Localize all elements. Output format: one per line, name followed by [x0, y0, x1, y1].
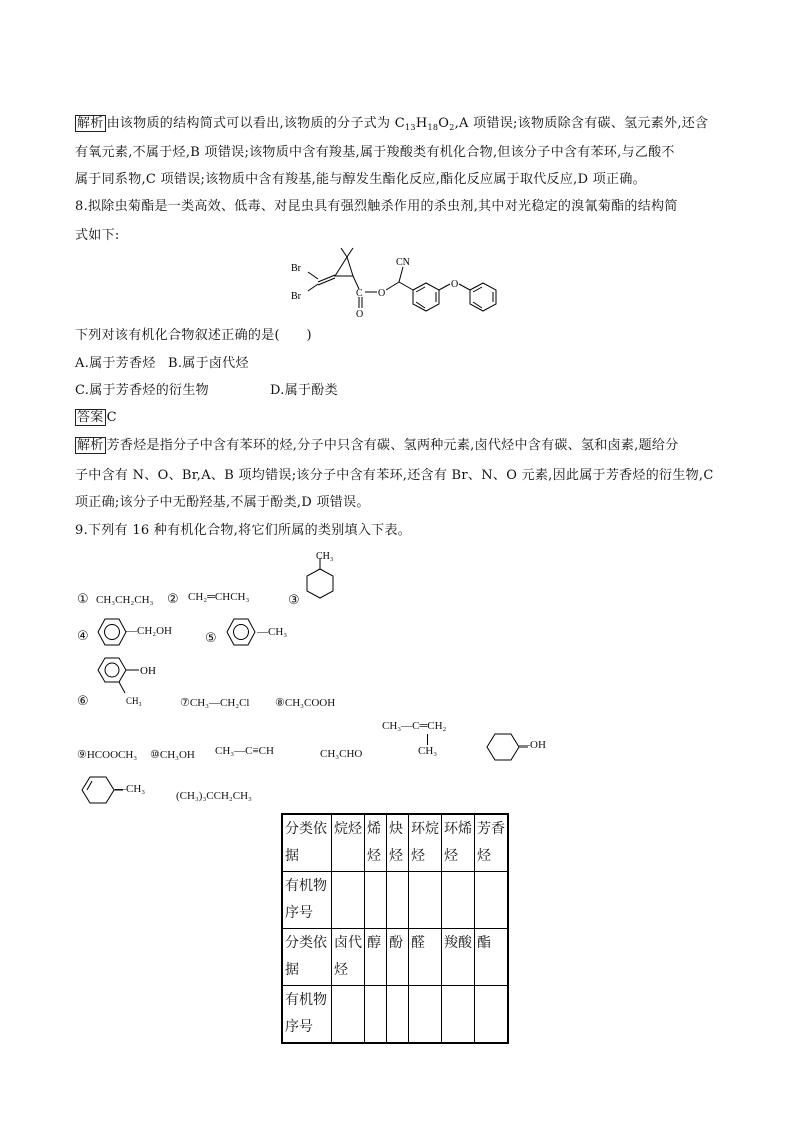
compound-number: ② [167, 592, 179, 607]
deltamethrin-structure [285, 245, 515, 325]
table-cell: 分类依据 [282, 929, 332, 986]
table-cell[interactable] [475, 986, 509, 1044]
compound-number: ③ [288, 593, 300, 608]
analysis-8-line-1: 解析 芳香烃是指分子中含有苯环的烃,分子中只含有碳、氢两种元素,卤代烃中含有碳、氢和卤素,题给分 [77, 438, 679, 453]
option-c: C.属于芳香烃的衍生物 [75, 383, 209, 398]
oxygen-atom: O [378, 288, 386, 299]
question-8-line-2: 式如下: [75, 228, 120, 243]
table-cell: 环烷烃 [409, 814, 442, 872]
methylcyclohexane-structure [300, 548, 350, 608]
table-cell[interactable] [387, 986, 409, 1044]
analysis-7-line-3: 属于同系物,C 项错误;该物质中含有羧基,能与醇发生酯化反应,酯化反应属于取代反应,D 项正确。 [75, 172, 646, 187]
question-9-title: 9.下列有 16 种有机化合物,将它们所属的类别填入下表。 [75, 523, 412, 538]
table-cell: 烷烃 [332, 814, 365, 872]
compound-13-top: CH₃—C═CH₂ [382, 720, 447, 732]
cn-group: CN [396, 257, 410, 268]
classification-table [281, 813, 509, 1044]
table-cell: 醇 [365, 929, 387, 986]
compound-16: (CH₃)₃CCH₂CH₃ [176, 790, 252, 802]
table-cell[interactable] [442, 872, 475, 929]
compound-11: CH₃—C≡CH [215, 745, 274, 757]
table-cell: 环烯烃 [442, 814, 475, 872]
table-cell: 有机物序号 [282, 986, 332, 1044]
table-cell: 卤代烃 [332, 929, 365, 986]
table-row [282, 986, 508, 1044]
option-d: D.属于酚类 [270, 383, 338, 398]
table-cell[interactable] [365, 872, 387, 929]
table-cell: 酯 [475, 929, 509, 986]
option-b: B.属于卤代烃 [168, 356, 249, 371]
table-cell: 炔烃 [387, 814, 409, 872]
table-cell[interactable] [365, 986, 387, 1044]
table-cell[interactable] [409, 986, 442, 1044]
compound-7: ⑦CH₃—CH₂Cl [180, 697, 250, 709]
table-cell[interactable] [332, 986, 365, 1044]
table-cell[interactable] [442, 986, 475, 1044]
compound-2: CH₂═CHCH₃ [188, 591, 250, 603]
compound-1: CH₃CH₂CH₃ [96, 594, 154, 606]
question-8-stem: 下列对该有机化合物叙述正确的是( ) [75, 328, 312, 343]
hydroxyl-label: OH [140, 665, 156, 677]
table-row [282, 929, 508, 986]
analysis-7-line-2: 有氧元素,不属于烃,B 项错误;该物质中含有羧基,属于羧酸类有机化合物,但该分子中含有苯环,与乙酸不 [75, 145, 675, 160]
option-a: A.属于芳香烃 [75, 356, 156, 371]
methyl-label: CH₃ [126, 696, 142, 706]
compound-10: ⑩CH₃OH [150, 749, 195, 761]
carbon-atom: C [356, 288, 363, 299]
analysis-tag: 解析 [77, 116, 104, 131]
compound-13-bottom: CH₃ [418, 745, 438, 757]
compound-number: ⑤ [205, 631, 217, 646]
table-cell[interactable] [332, 872, 365, 929]
table-cell: 分类依据 [282, 814, 332, 872]
table-cell: 羧酸 [442, 929, 475, 986]
compound-number: ④ [77, 629, 89, 644]
compound-number: ① [77, 592, 89, 607]
answer-value: C [106, 410, 117, 425]
br-atom: Br [291, 291, 301, 302]
compound-9: ⑨HCOOCH₃ [77, 749, 138, 761]
compound-5-group: —CH₃ [257, 626, 288, 638]
table-cell: 有机物序号 [282, 872, 332, 929]
compound-14-group: —OH [519, 739, 546, 751]
table-cell[interactable] [409, 872, 442, 929]
table-row [282, 814, 508, 872]
answer-tag: 答案 [77, 410, 104, 425]
question-8-line-1: 8.拟除虫菊酯是一类高效、低毒、对昆虫具有强烈触杀作用的杀虫剂,其中对光稳定的溴氰菊酯的结构简 [75, 199, 678, 214]
table-cell[interactable] [387, 872, 409, 929]
compound-number: ⑥ [77, 694, 89, 709]
table-cell: 醛 [409, 929, 442, 986]
table-cell: 芳香烃 [475, 814, 509, 872]
o-cresol-structure [92, 655, 162, 710]
table-cell: 酚 [387, 929, 409, 986]
oxygen-atom: O [356, 309, 364, 320]
analysis-8-line-3: 项正确;该分子中无酚羟基,不属于酚类,D 项错误。 [75, 495, 370, 510]
compound-13-branch-bond [427, 734, 428, 745]
compound-4-group: —CH₂OH [126, 625, 173, 637]
table-cell[interactable] [475, 872, 509, 929]
compound-12: CH₃CHO [320, 748, 363, 760]
analysis-tag: 解析 [77, 438, 104, 453]
table-cell: 烯烃 [365, 814, 387, 872]
br-atom: Br [291, 263, 301, 274]
compound-8: ⑧CH₃COOH [275, 697, 336, 709]
answer-line [75, 408, 117, 428]
analysis-7-line-1: 解析 由该物质的结构简式可以看出,该物质的分子式为 $C_{13}H_{18}O_2,A$ 项错误;该物质除含有碳、氢元素外,还含 [77, 116, 709, 132]
compound-15-group: —CH₃ [115, 783, 146, 795]
table-row [282, 872, 508, 929]
methyl-label: CH₃ [316, 551, 334, 562]
oxygen-atom: O [451, 279, 459, 290]
analysis-8-line-2: 子中含有 N、O、Br,A、B 项均错误;该分子中含有苯环,还含有 Br、N、O 元素,因此属于芳香烃的衍生物,C [75, 468, 714, 483]
toluene-ring [221, 614, 261, 650]
